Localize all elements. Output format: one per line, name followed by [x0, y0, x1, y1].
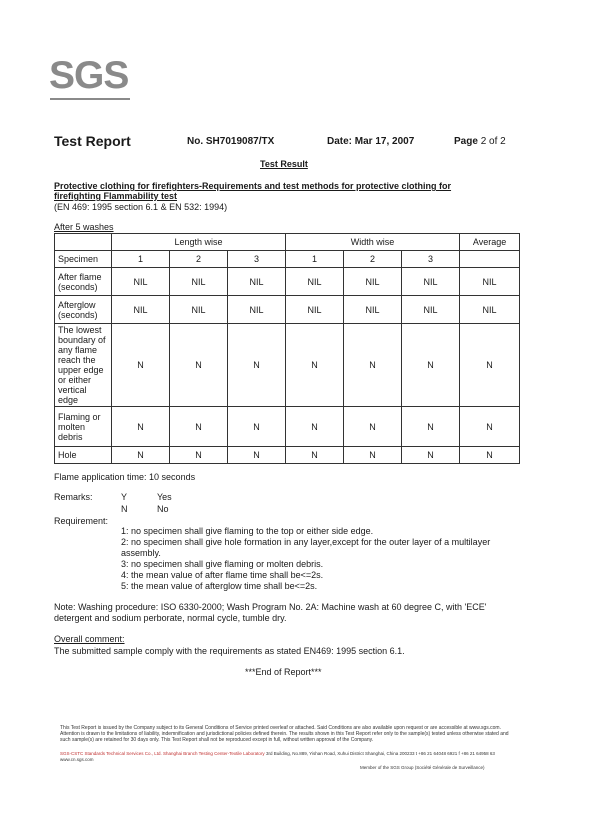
- table-cell: NIL: [286, 296, 344, 324]
- results-table: [54, 233, 520, 464]
- table-row: [55, 268, 520, 296]
- page-label: Page: [454, 136, 478, 147]
- table-cell: NIL: [460, 268, 520, 296]
- footer-company: SGS-CSTC Standards Technical Services Co., Ltd. Shanghai Branch Testing Center-Textile Laboratory: [60, 751, 265, 756]
- table-row: [55, 407, 520, 447]
- table-cell: N: [170, 407, 228, 447]
- footer-disclaimer: This Test Report is issued by the Company subject to its General Conditions of Service printed overleaf or attached. Said Conditions are also available upon request or are accessible at www.sgs.com. Attention is drawn to the limitations of liability, indemnification and jurisdictional policies defined therein. The results shown in this Test Report refer only to the sample(s) tested unless otherwise stated and such sample(s) are retained for 30 days only. This Test Report shall not be reproduced except in full, without written approval of the Company.: [60, 725, 509, 743]
- requirement-item: 1: no specimen shall give flaming to the top or either side edge.: [121, 526, 374, 536]
- requirement-list: [121, 526, 521, 592]
- table-cell: NIL: [460, 296, 520, 324]
- row-label: The lowest boundary of any flame reach the upper edge or either vertical edge: [55, 324, 112, 407]
- table-cell: N: [402, 324, 460, 407]
- table-cell: NIL: [112, 268, 170, 296]
- table-cell: N: [170, 324, 228, 407]
- footer-address-block: [60, 751, 515, 763]
- table-cell: N: [286, 407, 344, 447]
- table-cell: N: [170, 447, 228, 464]
- report-date: Date: Mar 17, 2007: [327, 136, 415, 147]
- wash-condition: After 5 washes: [54, 222, 114, 232]
- table-cell: N: [344, 324, 402, 407]
- page-indicator: [454, 136, 506, 147]
- flame-application-time: Flame application time: 10 seconds: [54, 472, 196, 482]
- table-cell: N: [228, 447, 286, 464]
- table-cell: NIL: [286, 268, 344, 296]
- page-value: 2 of 2: [480, 136, 506, 147]
- remarks-n-code: N: [121, 504, 128, 514]
- requirement-item: 4: the mean value of after flame time shall be<=2s.: [121, 570, 324, 580]
- remarks-y-code: Y: [121, 492, 128, 502]
- report-number: No. SH7019087/TX: [187, 136, 275, 147]
- table-cell: NIL: [402, 296, 460, 324]
- table-cell: N: [344, 447, 402, 464]
- table-cell: NIL: [112, 296, 170, 324]
- table-cell: N: [286, 324, 344, 407]
- table-cell: NIL: [344, 268, 402, 296]
- test-subject: Protective clothing for firefighters-Requirements and test methods for protective clothing for firefighting Flammability test: [54, 181, 452, 201]
- table-cell: NIL: [228, 268, 286, 296]
- overall-comment-label: Overall comment:: [54, 634, 125, 644]
- report-title: Test Report: [54, 133, 131, 149]
- row-label: Flaming or molten debris: [55, 407, 112, 447]
- table-row: [55, 447, 520, 464]
- specimen-cell: 3: [402, 251, 460, 268]
- overall-comment-text: The submitted sample comply with the requirements as stated EN469: 1995 section 6.1.: [54, 646, 405, 656]
- table-cell: N: [228, 407, 286, 447]
- header-width-wise: Width wise: [286, 234, 460, 251]
- section-title: Test Result: [260, 159, 308, 169]
- table-row: [55, 324, 520, 407]
- specimen-label: Specimen: [55, 251, 112, 268]
- remarks-n-text: No: [157, 504, 169, 514]
- table-cell: N: [228, 324, 286, 407]
- header-length-wise: Length wise: [112, 234, 286, 251]
- requirement-item: 2: no specimen shall give hole formation in any layer,except for the outer layer of a multilayer assembly.: [121, 537, 491, 558]
- end-of-report: ***End of Report***: [245, 667, 322, 677]
- table-cell: N: [460, 407, 520, 447]
- table-header-row: [55, 234, 520, 251]
- header-blank: [55, 234, 112, 251]
- table-cell: N: [112, 324, 170, 407]
- logo-underline: [50, 98, 130, 100]
- header-average: Average: [460, 234, 520, 251]
- specimen-cell: 1: [286, 251, 344, 268]
- table-cell: N: [460, 324, 520, 407]
- requirement-item: 5: the mean value of afterglow time shall be<=2s.: [121, 581, 318, 591]
- specimen-row: [55, 251, 520, 268]
- sgs-logo: SGS: [49, 54, 129, 97]
- table-cell: N: [112, 407, 170, 447]
- specimen-cell: 2: [170, 251, 228, 268]
- table-cell: NIL: [228, 296, 286, 324]
- remarks-label: Remarks:: [54, 492, 93, 502]
- specimen-cell: 3: [228, 251, 286, 268]
- table-cell: N: [402, 407, 460, 447]
- table-cell: NIL: [402, 268, 460, 296]
- footer-address: 3rd Building, No.889, Yishan Road, Xuhui District Shanghai, China 200233 t +86 21 64048 6921 f +86 21 64958 63 www.cn.sgs.com: [60, 751, 495, 762]
- requirement-label: Requirement:: [54, 516, 109, 526]
- table-cell: N: [112, 447, 170, 464]
- test-standard: (EN 469: 1995 section 6.1 & EN 532: 1994): [54, 202, 228, 212]
- specimen-cell: 1: [112, 251, 170, 268]
- specimen-cell: [460, 251, 520, 268]
- table-cell: N: [286, 447, 344, 464]
- table-cell: N: [402, 447, 460, 464]
- table-cell: NIL: [170, 268, 228, 296]
- specimen-cell: 2: [344, 251, 402, 268]
- table-cell: N: [344, 407, 402, 447]
- row-label: Hole: [55, 447, 112, 464]
- footer-member: Member of the SGS Group (Société Générale de Surveillance): [360, 765, 485, 770]
- table-cell: N: [460, 447, 520, 464]
- table-cell: NIL: [344, 296, 402, 324]
- row-label: Afterglow (seconds): [55, 296, 112, 324]
- table-cell: NIL: [170, 296, 228, 324]
- row-label: After flame (seconds): [55, 268, 112, 296]
- washing-note: Note: Washing procedure: ISO 6330-2000; Wash Program No. 2A: Machine wash at 60 degree C, with 'ECE' detergent and sodium perborate, normal cycle, tumble dry.: [54, 602, 487, 623]
- table-row: [55, 296, 520, 324]
- remarks-y-text: Yes: [157, 492, 172, 502]
- requirement-item: 3: no specimen shall give flaming or molten debris.: [121, 559, 324, 569]
